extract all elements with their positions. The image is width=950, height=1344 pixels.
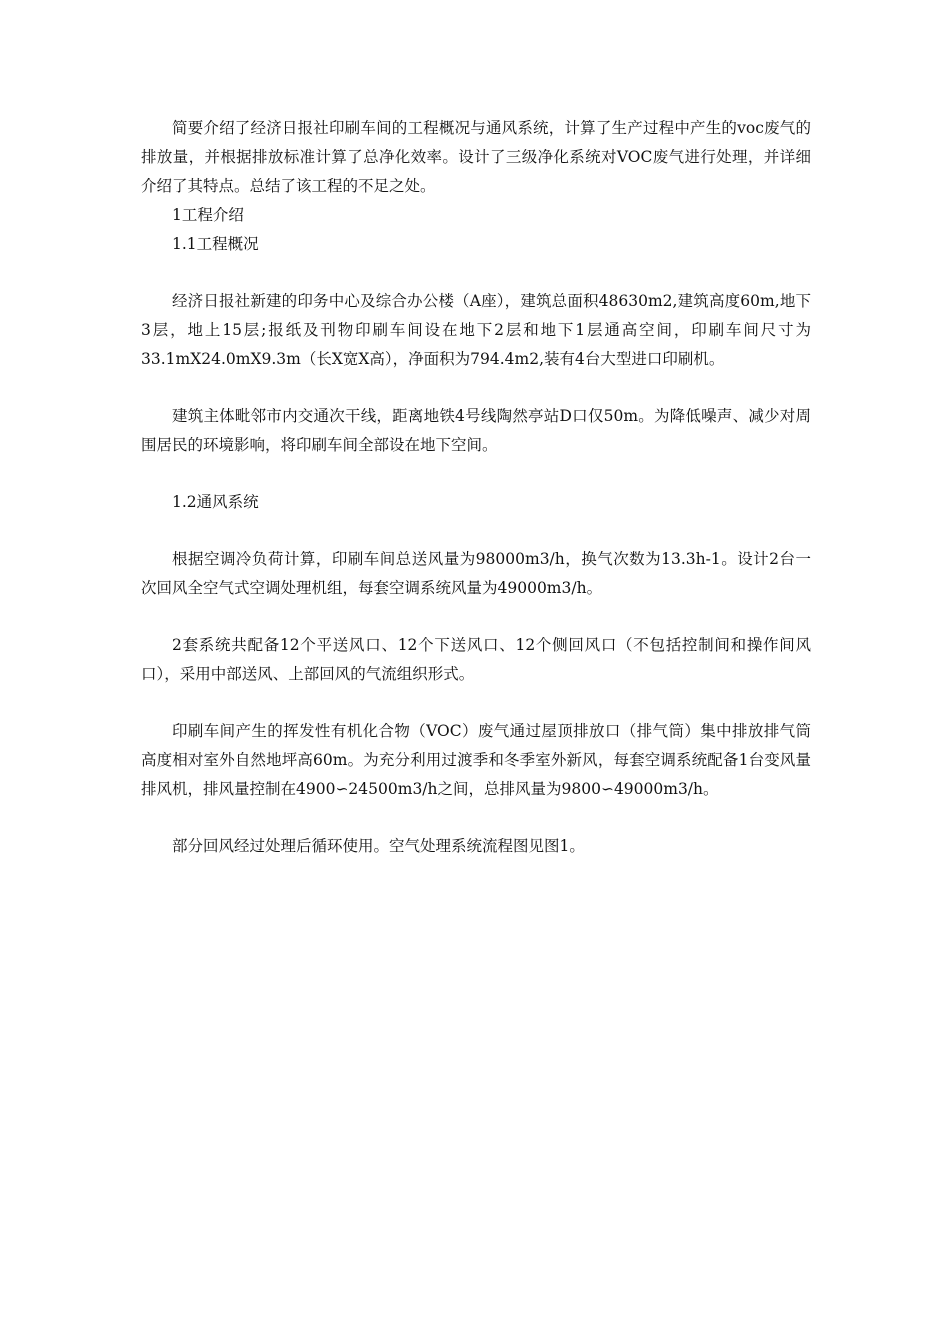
paragraph-air-outlets: 2套系统共配备12个平送风口、12个下送风口、12个侧回风口（不包括控制间和操作间风口），采用中部送风、上部回风的气流组织形式。	[141, 636, 811, 683]
paragraph-location: 建筑主体毗邻市内交通次干线，距离地铁4号线陶然亭站D口仅50m。为降低噪声、减少对周围居民的环境影响，将印刷车间全部设在地下空间。	[141, 407, 811, 454]
section-heading-1: 1工程介绍	[172, 206, 244, 224]
subsection-heading-1-2: 1.2通风系统	[172, 493, 259, 511]
abstract-paragraph: 简要介绍了经济日报社印刷车间的工程概况与通风系统，计算了生产过程中产生的voc废气的排放量，并根据排放标准计算了总净化效率。设计了三级净化系统对VOC废气进行处理，并详细介绍了其特点。总结了该工程的不足之处。	[141, 119, 811, 195]
paragraph-air-volume: 根据空调冷负荷计算，印刷车间总送风量为98000m3/h，换气次数为13.3h-1。设计2台一次回风全空气式空调处理机组，每套空调系统风量为49000m3/h。	[141, 550, 811, 597]
paragraph-voc-exhaust: 印刷车间产生的挥发性有机化合物（VOC）废气通过屋顶排放口（排气筒）集中排放排气筒高度相对室外自然地坪高60m。为充分利用过渡季和冬季室外新风，每套空调系统配备1台变风量排风机，排风量控制在4900∽24500m3/h之间，总排风量为9800∽49000m3/h。	[141, 722, 811, 798]
paragraph-project-overview: 经济日报社新建的印务中心及综合办公楼（A座），建筑总面积48630m2,建筑高度60m,地下3层，地上15层;报纸及刊物印刷车间设在地下2层和地下1层通高空间，印刷车间尺寸为33.1mX24.0mX9.3m（长X宽X高），净面积为794.4m2,装有4台大型进口印刷机。	[141, 292, 811, 368]
subsection-heading-1-1: 1.1工程概况	[172, 235, 259, 253]
document-body	[141, 114, 811, 861]
paragraph-recirculation: 部分回风经过处理后循环使用。空气处理系统流程图见图1。	[172, 837, 585, 855]
